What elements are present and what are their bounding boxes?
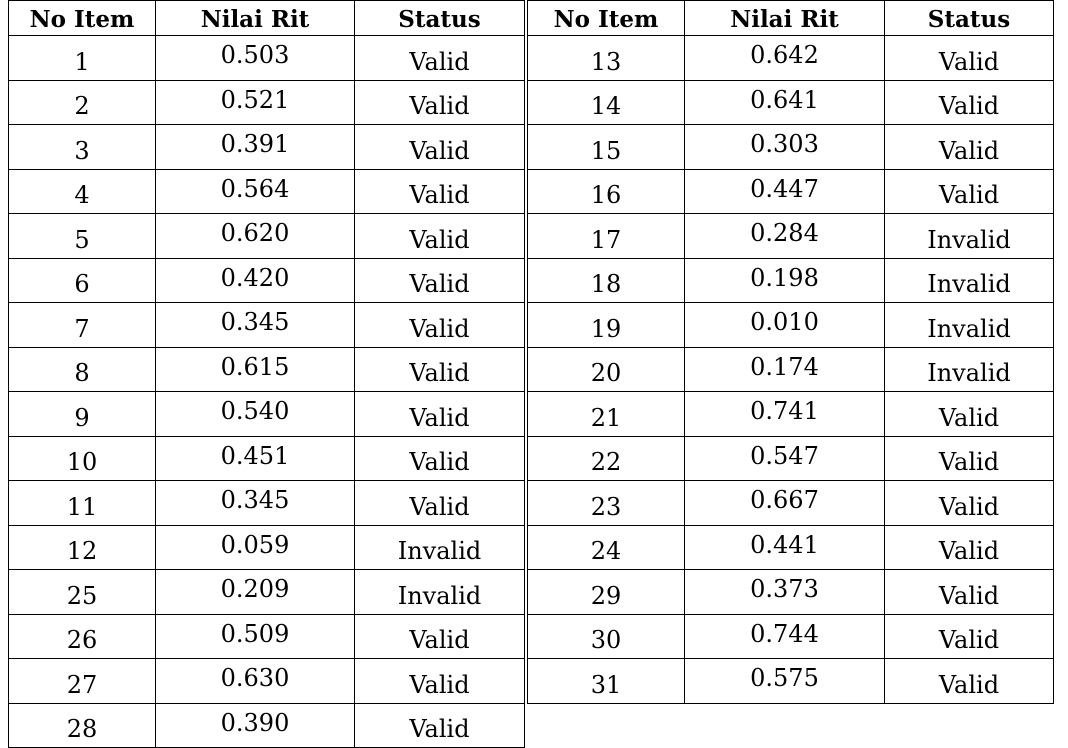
nilai-rit-cell: 0.345 (156, 303, 355, 348)
table-row (9, 303, 525, 348)
nilai-rit-cell: 0.345 (156, 481, 355, 526)
item-number-cell: 19 (528, 303, 685, 348)
status-cell: Valid (885, 481, 1054, 526)
nilai-rit-cell: 0.642 (685, 36, 885, 81)
nilai-rit-cell: 0.503 (156, 36, 355, 81)
nilai-rit-cell: 0.741 (685, 392, 885, 437)
header-row (9, 1, 525, 36)
nilai-rit-cell: 0.641 (685, 80, 885, 125)
header-nilai-rit: Nilai Rit (685, 1, 885, 36)
status-cell: Valid (355, 481, 525, 526)
nilai-rit-cell: 0.667 (685, 481, 885, 526)
item-number-cell: 22 (528, 436, 685, 481)
nilai-rit-cell: 0.447 (685, 169, 885, 214)
table-row (528, 436, 1054, 481)
status-cell: Invalid (885, 214, 1054, 259)
nilai-rit-cell: 0.390 (156, 703, 355, 748)
status-cell: Valid (885, 36, 1054, 81)
status-cell: Valid (355, 258, 525, 303)
nilai-rit-cell: 0.010 (685, 303, 885, 348)
table-row (9, 125, 525, 170)
item-number-cell: 25 (9, 570, 156, 615)
item-number-cell: 30 (528, 614, 685, 659)
header-no-item: No Item (528, 1, 685, 36)
table-row (528, 481, 1054, 526)
nilai-rit-cell: 0.441 (685, 525, 885, 570)
item-number-cell: 5 (9, 214, 156, 259)
status-cell: Valid (885, 614, 1054, 659)
item-number-cell: 31 (528, 659, 685, 704)
item-number-cell: 7 (9, 303, 156, 348)
item-number-cell: 23 (528, 481, 685, 526)
nilai-rit-cell: 0.575 (685, 659, 885, 704)
table-row (528, 80, 1054, 125)
status-cell: Valid (355, 614, 525, 659)
table-row (528, 258, 1054, 303)
item-number-cell: 28 (9, 703, 156, 748)
item-number-cell: 2 (9, 80, 156, 125)
table-body-left (9, 36, 525, 748)
table-row (9, 80, 525, 125)
status-cell: Valid (885, 659, 1054, 704)
table-row (528, 36, 1054, 81)
table-row (9, 436, 525, 481)
table-row (9, 36, 525, 81)
item-number-cell: 20 (528, 347, 685, 392)
header-row (528, 1, 1054, 36)
nilai-rit-cell: 0.521 (156, 80, 355, 125)
status-cell: Valid (355, 392, 525, 437)
nilai-rit-cell: 0.303 (685, 125, 885, 170)
nilai-rit-cell: 0.630 (156, 659, 355, 704)
status-cell: Invalid (885, 303, 1054, 348)
table-row (528, 169, 1054, 214)
table-row (9, 481, 525, 526)
item-number-cell: 26 (9, 614, 156, 659)
nilai-rit-cell: 0.373 (685, 570, 885, 615)
nilai-rit-cell: 0.391 (156, 125, 355, 170)
table-row (9, 525, 525, 570)
item-number-cell: 10 (9, 436, 156, 481)
status-cell: Valid (355, 659, 525, 704)
item-number-cell: 27 (9, 659, 156, 704)
status-cell: Invalid (355, 525, 525, 570)
status-cell: Valid (885, 570, 1054, 615)
table-row (528, 214, 1054, 259)
nilai-rit-cell: 0.284 (685, 214, 885, 259)
nilai-rit-cell: 0.540 (156, 392, 355, 437)
table-row (9, 258, 525, 303)
table-row (9, 347, 525, 392)
status-cell: Valid (885, 525, 1054, 570)
status-cell: Invalid (885, 347, 1054, 392)
table-row (9, 703, 525, 748)
item-number-cell: 29 (528, 570, 685, 615)
nilai-rit-cell: 0.744 (685, 614, 885, 659)
item-number-cell: 13 (528, 36, 685, 81)
status-cell: Valid (355, 169, 525, 214)
status-cell: Valid (885, 125, 1054, 170)
nilai-rit-cell: 0.209 (156, 570, 355, 615)
header-nilai-rit: Nilai Rit (156, 1, 355, 36)
item-number-cell: 16 (528, 169, 685, 214)
table-row (9, 570, 525, 615)
table-row (528, 303, 1054, 348)
item-number-cell: 18 (528, 258, 685, 303)
nilai-rit-cell: 0.564 (156, 169, 355, 214)
nilai-rit-cell: 0.620 (156, 214, 355, 259)
status-cell: Valid (355, 303, 525, 348)
header-no-item: No Item (9, 1, 156, 36)
nilai-rit-cell: 0.509 (156, 614, 355, 659)
item-number-cell: 6 (9, 258, 156, 303)
header-status: Status (355, 1, 525, 36)
status-cell: Invalid (885, 258, 1054, 303)
item-number-cell: 15 (528, 125, 685, 170)
table-row (528, 614, 1054, 659)
status-cell: Valid (355, 347, 525, 392)
item-number-cell: 24 (528, 525, 685, 570)
nilai-rit-cell: 0.198 (685, 258, 885, 303)
table-row (528, 392, 1054, 437)
item-number-cell: 1 (9, 36, 156, 81)
nilai-rit-cell: 0.615 (156, 347, 355, 392)
status-cell: Valid (885, 392, 1054, 437)
table-row (528, 570, 1054, 615)
status-cell: Valid (355, 36, 525, 81)
nilai-rit-cell: 0.059 (156, 525, 355, 570)
table-body-right (528, 36, 1054, 704)
table-row (528, 347, 1054, 392)
status-cell: Valid (355, 214, 525, 259)
nilai-rit-cell: 0.174 (685, 347, 885, 392)
table-row (9, 392, 525, 437)
validity-table-right (527, 0, 1054, 704)
table-row (528, 125, 1054, 170)
table-row (528, 525, 1054, 570)
status-cell: Invalid (355, 570, 525, 615)
item-number-cell: 12 (9, 525, 156, 570)
item-number-cell: 21 (528, 392, 685, 437)
item-number-cell: 3 (9, 125, 156, 170)
nilai-rit-cell: 0.451 (156, 436, 355, 481)
table-row (528, 659, 1054, 704)
item-number-cell: 9 (9, 392, 156, 437)
status-cell: Valid (355, 125, 525, 170)
status-cell: Valid (355, 436, 525, 481)
item-number-cell: 4 (9, 169, 156, 214)
table-row (9, 614, 525, 659)
status-cell: Valid (885, 80, 1054, 125)
nilai-rit-cell: 0.420 (156, 258, 355, 303)
status-cell: Valid (885, 436, 1054, 481)
item-number-cell: 8 (9, 347, 156, 392)
table-row (9, 214, 525, 259)
nilai-rit-cell: 0.547 (685, 436, 885, 481)
header-status: Status (885, 1, 1054, 36)
item-number-cell: 17 (528, 214, 685, 259)
table-row (9, 659, 525, 704)
item-number-cell: 11 (9, 481, 156, 526)
status-cell: Valid (355, 703, 525, 748)
validity-table-left (8, 0, 525, 748)
status-cell: Valid (885, 169, 1054, 214)
status-cell: Valid (355, 80, 525, 125)
table-row (9, 169, 525, 214)
item-number-cell: 14 (528, 80, 685, 125)
